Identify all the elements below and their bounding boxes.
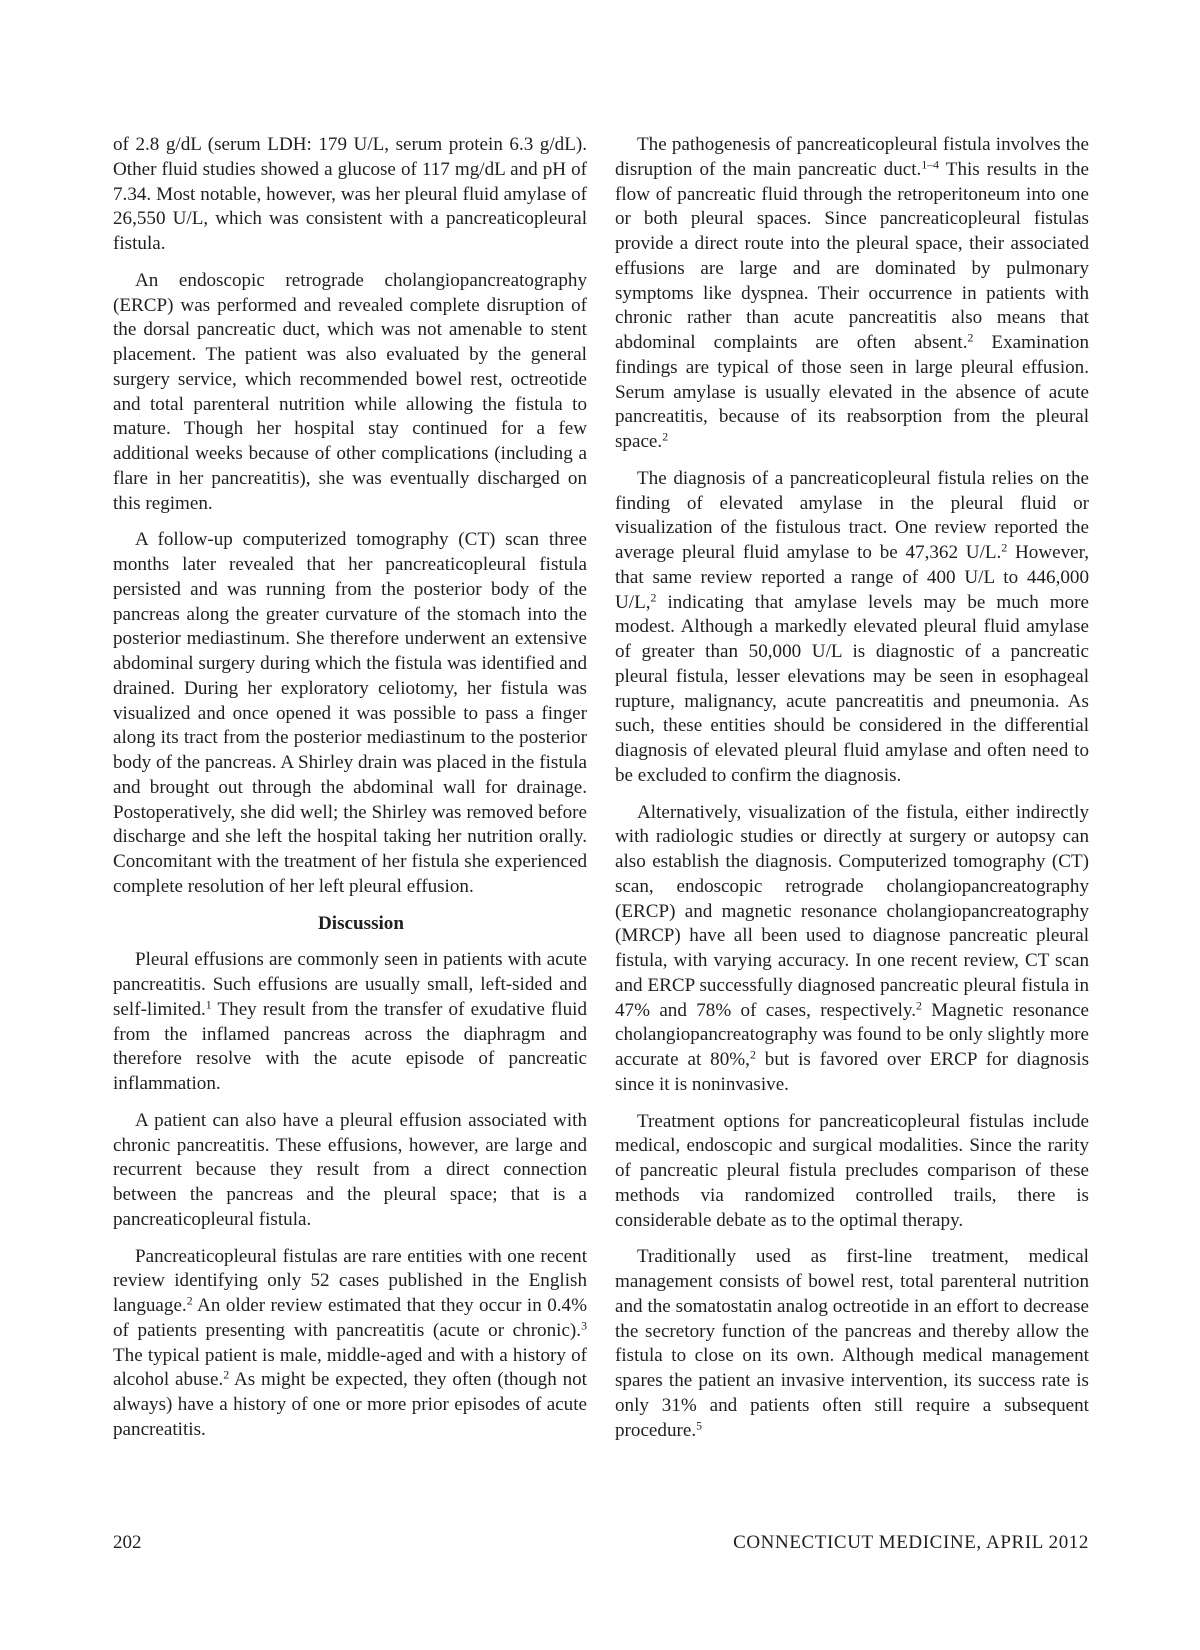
journal-title: CONNECTICUT MEDICINE, APRIL 2012 (733, 1532, 1089, 1553)
left-column (113, 133, 587, 1455)
text-run: Alternatively, visualization of the fistula, either indirectly with radiologic studies or directly at surgery or autopsy can also establish the diagnosis. Computerized tomography (CT) scan, endoscopic retrograde cholangiopancreatography (ERCP) and magnetic resonance cholangiopancreatography (MRCP) have all been used to diagnose pancreatic pleural fistula, with varying accuracy. In one recent review, CT scan and ERCP successfully diagnosed pancreatic pleural fistula in 47% and 78% of cases, respectively. (615, 801, 1089, 1021)
text-run: Pancreaticopleural fistulas are rare entities with one recent review identifying only 52 cases published in the English language. (113, 1245, 587, 1316)
text-run: Treatment options for pancreaticopleural fistulas include medical, endoscopic and surgical modalities. Since the rarity of pancreatic pleural fistula precludes comparison of these methods via randomized controlled trails, there is considerable debate as to the optimal therapy. (615, 1110, 1089, 1231)
text-run: This results in the flow of pancreatic fluid through the retroperitoneum into one or both pleural spaces. Since pancreaticopleural fistulas provide a direct route into the pleural space, their associated effusions are large and are dominated by pulmonary symptoms like dyspnea. Their occurrence in patients with chronic rather than acute pancreatitis also means that abdominal complaints are often absent. (615, 158, 1089, 353)
text-run: A patient can also have a pleural effusion associated with chronic pancreatitis. These effusions, however, are large and recurrent because they result from a direct connection between the pancreas and the pleural space; that is a pancreaticopleural fistula. (113, 1109, 587, 1230)
text-run: As might be expected, they often (though not always) have a history of one or more prior episodes of acute pancreatitis. (113, 1369, 587, 1440)
citation-superscript: 2 (915, 998, 922, 1012)
paragraph (615, 133, 1089, 455)
citation-superscript: 1–4 (921, 157, 940, 172)
page-number: 202 (113, 1532, 142, 1553)
text-run: The diagnosis of a pancreaticopleural fistula relies on the finding of elevated amylase in the pleural fluid or visualization of the fistulous tract. One review reported the average pleural fluid amylase to be 47,362 U/L. (615, 467, 1089, 563)
citation-superscript: 1 (205, 997, 212, 1012)
paragraph (113, 1109, 587, 1233)
paragraph (615, 1245, 1089, 1443)
citation-superscript: 2 (749, 1047, 756, 1062)
text-run: A follow-up computerized tomography (CT) scan three months later revealed that her pancreaticopleural fistula persisted and was running from the posterior body of the pancreas along the greater curvature of the stomach into the posterior mediastinum. She therefore underwent an extensive abdominal surgery during which the fistula was identified and drained. During her exploratory celiotomy, her fistula was visualized and once opened it was possible to pass a finger along its tract from the posterior mediastinum to the posterior body of the pancreas. A Shirley drain was placed in the fistula and brought out through the abdominal wall for drainage. Postoperatively, she did well; the Shirley was removed before discharge and she left the hospital taking her nutrition orally. Concomitant with the treatment of her fistula she experienced complete resolution of her left pleural effusion. (113, 529, 587, 897)
text-run: Magnetic resonance cholangiopancreatography was found to be only slightly more accurate at 80%, (615, 999, 1089, 1070)
text-run: but is favored over ERCP for diagnosis since it is noninvasive. (615, 1049, 1089, 1095)
text-run: The typical patient is male, middle-aged and with a history of alcohol abuse. (113, 1344, 587, 1391)
text-run: of 2.8 g/dL (serum LDH: 179 U/L, serum protein 6.3 g/dL). Other fluid studies showed a glucose of 117 mg/dL and pH of 7.34. Most notable, however, was her pleural fluid amylase of 26,550 U/L, which was consistent with a pancreaticopleural fistula. (113, 134, 587, 254)
paragraph (113, 133, 587, 257)
citation-superscript: 2 (223, 1367, 230, 1382)
paragraph (113, 948, 587, 1097)
citation-superscript: 2 (662, 429, 669, 444)
text-run: Examination findings are typical of those seen in large pleural effusion. Serum amylase is usually elevated in the absence of acute pancreatitis, because of its reabsorption from the pleural space. (615, 332, 1089, 452)
right-column (615, 133, 1089, 1455)
citation-superscript: 3 (581, 1318, 587, 1333)
citation-superscript: 2 (967, 330, 974, 345)
paragraph (615, 1110, 1089, 1234)
text-run: The pathogenesis of pancreaticopleural fistula involves the disruption of the main pancreatic duct. (615, 134, 1089, 180)
citation-superscript: 5 (696, 1418, 703, 1432)
text-run: However, that same review reported a range of 400 U/L to 446,000 U/L, (615, 542, 1089, 613)
text-run: They result from the transfer of exudative fluid from the inflamed pancreas across the diaphragm and therefore resolve with the acute episode of pancreatic inflammation. (113, 998, 587, 1094)
section-heading: Discussion (318, 912, 404, 934)
text-run: An older review estimated that they occur in 0.4% of patients presenting with pancreatitis (acute or chronic). (113, 1295, 587, 1341)
text-run: Pleural effusions are commonly seen in patients with acute pancreatitis. Such effusions are usually small, left-sided and self-limited. (113, 949, 587, 1020)
citation-superscript: 2 (1001, 540, 1008, 555)
paragraph (113, 528, 587, 899)
citation-superscript: 2 (186, 1293, 193, 1308)
text-run: indicating that amylase levels may be much more modest. Although a markedly elevated pleural fluid amylase of greater than 50,000 U/L is diagnostic of a pancreatic pleural fistula, lesser elevations may be seen in esophageal rupture, malignancy, acute pancreatitis and pneumonia. As such, these entities should be considered in the differential diagnosis of elevated pleural fluid amylase and often need to be excluded to confirm the diagnosis. (615, 591, 1089, 786)
text-run: An endoscopic retrograde cholangiopancreatography (ERCP) was performed and revealed complete disruption of the dorsal pancreatic duct, which was not amenable to stent placement. The patient was also evaluated by the general surgery service, which recommended bowel rest, octreotide and total parenteral nutrition while allowing the fistula to mature. Though her hospital stay continued for a few additional weeks because of other complications (including a flare in her pancreatitis), she was eventually discharged on this regimen. (113, 269, 587, 514)
paragraph (113, 1245, 587, 1443)
text-run: Traditionally used as first-line treatment, medical management consists of bowel rest, total parenteral nutrition and the somatostatin analog octreotide in an effort to decrease the secretory function of the pancreas and thereby allow the fistula to close on its own. Although medical management spares the patient an invasive intervention, its success rate is only 31% and patients often still require a subsequent procedure. (615, 1246, 1089, 1441)
paragraph (615, 467, 1089, 789)
paragraph (113, 269, 587, 517)
citation-superscript: 2 (650, 590, 657, 604)
paragraph (615, 801, 1089, 1098)
